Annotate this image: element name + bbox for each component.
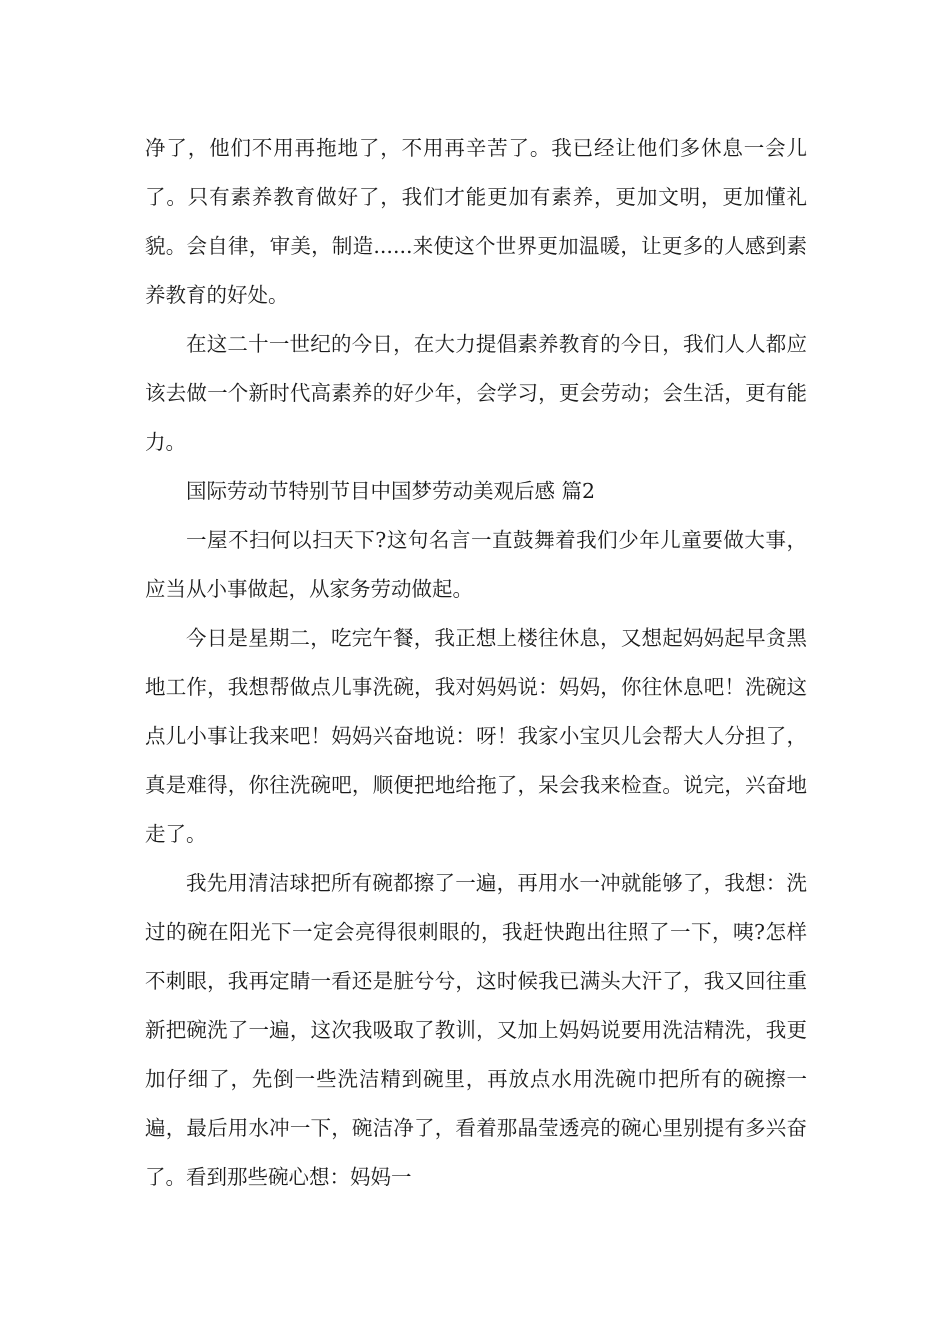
- document-body: [145, 124, 807, 1202]
- paragraph-washing-bowls: 我先用清洁球把所有碗都擦了一遍，再用水一冲就能够了，我想：洗过的碗在阳光下一定会亮得很刺眼的，我赶快跑出往照了一下，咦?怎样不刺眼，我再定睛一看还是脏兮兮，这时候我已满头大汗了，我又回往重新把碗洗了一遍，这次我吸取了教训，又加上妈妈说要用洗洁精洗，我更加仔细了，先倒一些洗洁精到碗里，再放点水用洗碗巾把所有的碗擦一遍，最后用水冲一下，碗洁净了，看着那晶莹透亮的碗心里别提有多兴奋了。看到那些碗心想：妈妈一: [145, 871, 807, 1189]
- paragraph-continuation: 净了，他们不用再拖地了，不用再辛苦了。我已经让他们多休息一会儿了。只有素养教育做好了，我们才能更加有素养，更加文明，更加懂礼貌。会自律，审美，制造......来使这个世界更加温暖，让更多的人感到素养教育的好处。: [145, 136, 807, 307]
- section-heading: 国际劳动节特别节目中国梦劳动美观后感 篇2: [186, 479, 596, 503]
- paragraph-proverb: 一屋不扫何以扫天下?这句名言一直鼓舞着我们少年儿童要做大事，应当从小事做起，从家务劳动做起。: [145, 528, 807, 601]
- paragraph-tuesday: 今日是星期二，吃完午餐，我正想上楼往休息，又想起妈妈起早贪黑地工作，我想帮做点儿事洗碗，我对妈妈说：妈妈，你往休息吧！洗碗这点儿小事让我来吧！妈妈兴奋地说：呀！我家小宝贝儿会帮大人分担了，真是难得，你往洗碗吧，顺便把地给拖了，呆会我来检查。说完，兴奋地走了。: [145, 626, 807, 846]
- paragraph-modern-era: 在这二十一世纪的今日，在大力提倡素养教育的今日，我们人人都应该去做一个新时代高素养的好少年，会学习，更会劳动；会生活，更有能力。: [145, 332, 807, 454]
